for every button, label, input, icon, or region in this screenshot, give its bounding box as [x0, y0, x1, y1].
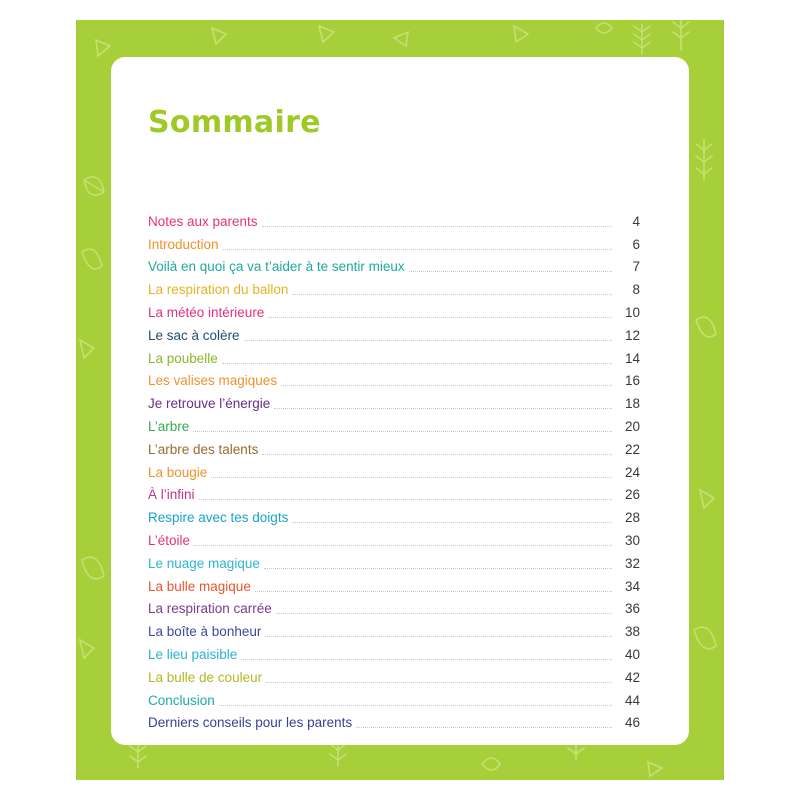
toc-entry-title: Je retrouve l’énergie [148, 396, 271, 412]
toc-entry[interactable] [148, 389, 640, 412]
toc-entry[interactable] [148, 663, 640, 686]
toc-entry[interactable] [148, 549, 640, 572]
dotted-leader [281, 384, 612, 386]
dotted-leader [292, 293, 612, 295]
dotted-leader [241, 658, 612, 660]
toc-entry[interactable] [148, 640, 640, 663]
toc-page-number: 22 [624, 441, 640, 457]
toc-page-number: 30 [624, 532, 640, 548]
toc-entry[interactable] [148, 412, 640, 435]
dotted-leader [262, 453, 612, 455]
toc-page-number: 14 [624, 350, 640, 366]
toc-entry[interactable] [148, 617, 640, 640]
toc-entry-title: La boîte à bonheur [148, 624, 262, 640]
toc-entry-title: L’étoile [148, 532, 191, 548]
toc-page-number: 18 [624, 396, 640, 412]
toc-entry[interactable] [148, 435, 640, 458]
toc-entry[interactable] [148, 207, 640, 230]
toc-entry-title: Derniers conseils pour les parents [148, 715, 353, 731]
toc-page-number: 34 [624, 578, 640, 594]
dotted-leader [268, 316, 612, 318]
toc-page-number: 32 [624, 555, 640, 571]
toc-entry-title: La bulle de couleur [148, 669, 263, 685]
toc-entry-title: À l’infini [148, 487, 195, 503]
table-of-contents [148, 207, 640, 731]
dotted-leader [244, 339, 612, 341]
toc-entry[interactable] [148, 298, 640, 321]
dotted-leader [211, 476, 612, 478]
dotted-leader [265, 635, 612, 637]
toc-entry-title: La météo intérieure [148, 304, 265, 320]
toc-entry[interactable] [148, 595, 640, 618]
toc-page-number: 4 [632, 213, 640, 229]
toc-page-number: 20 [624, 418, 640, 434]
toc-entry[interactable] [148, 321, 640, 344]
toc-page-number: 7 [632, 259, 640, 275]
toc-page-number: 6 [632, 236, 640, 252]
toc-entry[interactable] [148, 275, 640, 298]
toc-entry[interactable] [148, 572, 640, 595]
contents-card [111, 57, 689, 745]
dotted-leader [223, 248, 612, 250]
toc-entry-title: La poubelle [148, 350, 218, 366]
dotted-leader [264, 567, 612, 569]
toc-entry-title: Le nuage magique [148, 555, 260, 571]
toc-entry-title: La respiration du ballon [148, 282, 289, 298]
dotted-leader [193, 430, 612, 432]
dotted-leader [222, 362, 612, 364]
toc-page-number: 40 [624, 646, 640, 662]
toc-entry-title: Introduction [148, 236, 219, 252]
toc-page-number: 44 [624, 692, 640, 708]
toc-page-number: 38 [624, 624, 640, 640]
toc-page-number: 24 [624, 464, 640, 480]
toc-entry[interactable] [148, 458, 640, 481]
toc-entry-title: Notes aux parents [148, 213, 258, 229]
toc-entry[interactable] [148, 526, 640, 549]
toc-page-number: 10 [624, 304, 640, 320]
toc-entry[interactable] [148, 367, 640, 390]
toc-entry[interactable] [148, 344, 640, 367]
toc-page-number: 16 [624, 373, 640, 389]
toc-entry-title: Le lieu paisible [148, 646, 238, 662]
dotted-leader [194, 544, 612, 546]
toc-entry[interactable] [148, 481, 640, 504]
toc-page-number: 26 [624, 487, 640, 503]
dotted-leader [409, 270, 612, 272]
toc-page-number: 12 [624, 327, 640, 343]
dotted-leader [219, 704, 612, 706]
dotted-leader [292, 521, 612, 523]
toc-entry-title: Les valises magiques [148, 373, 278, 389]
dotted-leader [276, 612, 612, 614]
toc-page-number: 8 [632, 282, 640, 298]
toc-page-number: 42 [624, 669, 640, 685]
toc-entry-title: La bulle magique [148, 578, 251, 594]
toc-entry-title: L’arbre [148, 418, 190, 434]
toc-page-number: 28 [624, 510, 640, 526]
toc-entry-title: Voilà en quoi ça va t’aider à te sentir mieux [148, 259, 405, 275]
page-title: Sommaire [148, 105, 321, 140]
dotted-leader [356, 726, 612, 728]
toc-entry[interactable] [148, 503, 640, 526]
dotted-leader [199, 498, 612, 500]
toc-page-number: 36 [624, 601, 640, 617]
toc-entry-title: Conclusion [148, 692, 215, 708]
toc-entry[interactable] [148, 686, 640, 709]
toc-page-number: 46 [624, 715, 640, 731]
dotted-leader [266, 681, 612, 683]
toc-entry[interactable] [148, 253, 640, 276]
toc-entry[interactable] [148, 230, 640, 253]
dotted-leader [274, 407, 612, 409]
toc-entry-title: Le sac à colère [148, 327, 240, 343]
toc-entry[interactable] [148, 709, 640, 732]
toc-entry-title: Respire avec tes doigts [148, 510, 289, 526]
dotted-leader [262, 225, 612, 227]
page-frame [76, 20, 724, 780]
dotted-leader [255, 590, 612, 592]
toc-entry-title: La bougie [148, 464, 208, 480]
toc-entry-title: L’arbre des talents [148, 441, 259, 457]
toc-entry-title: La respiration carrée [148, 601, 272, 617]
